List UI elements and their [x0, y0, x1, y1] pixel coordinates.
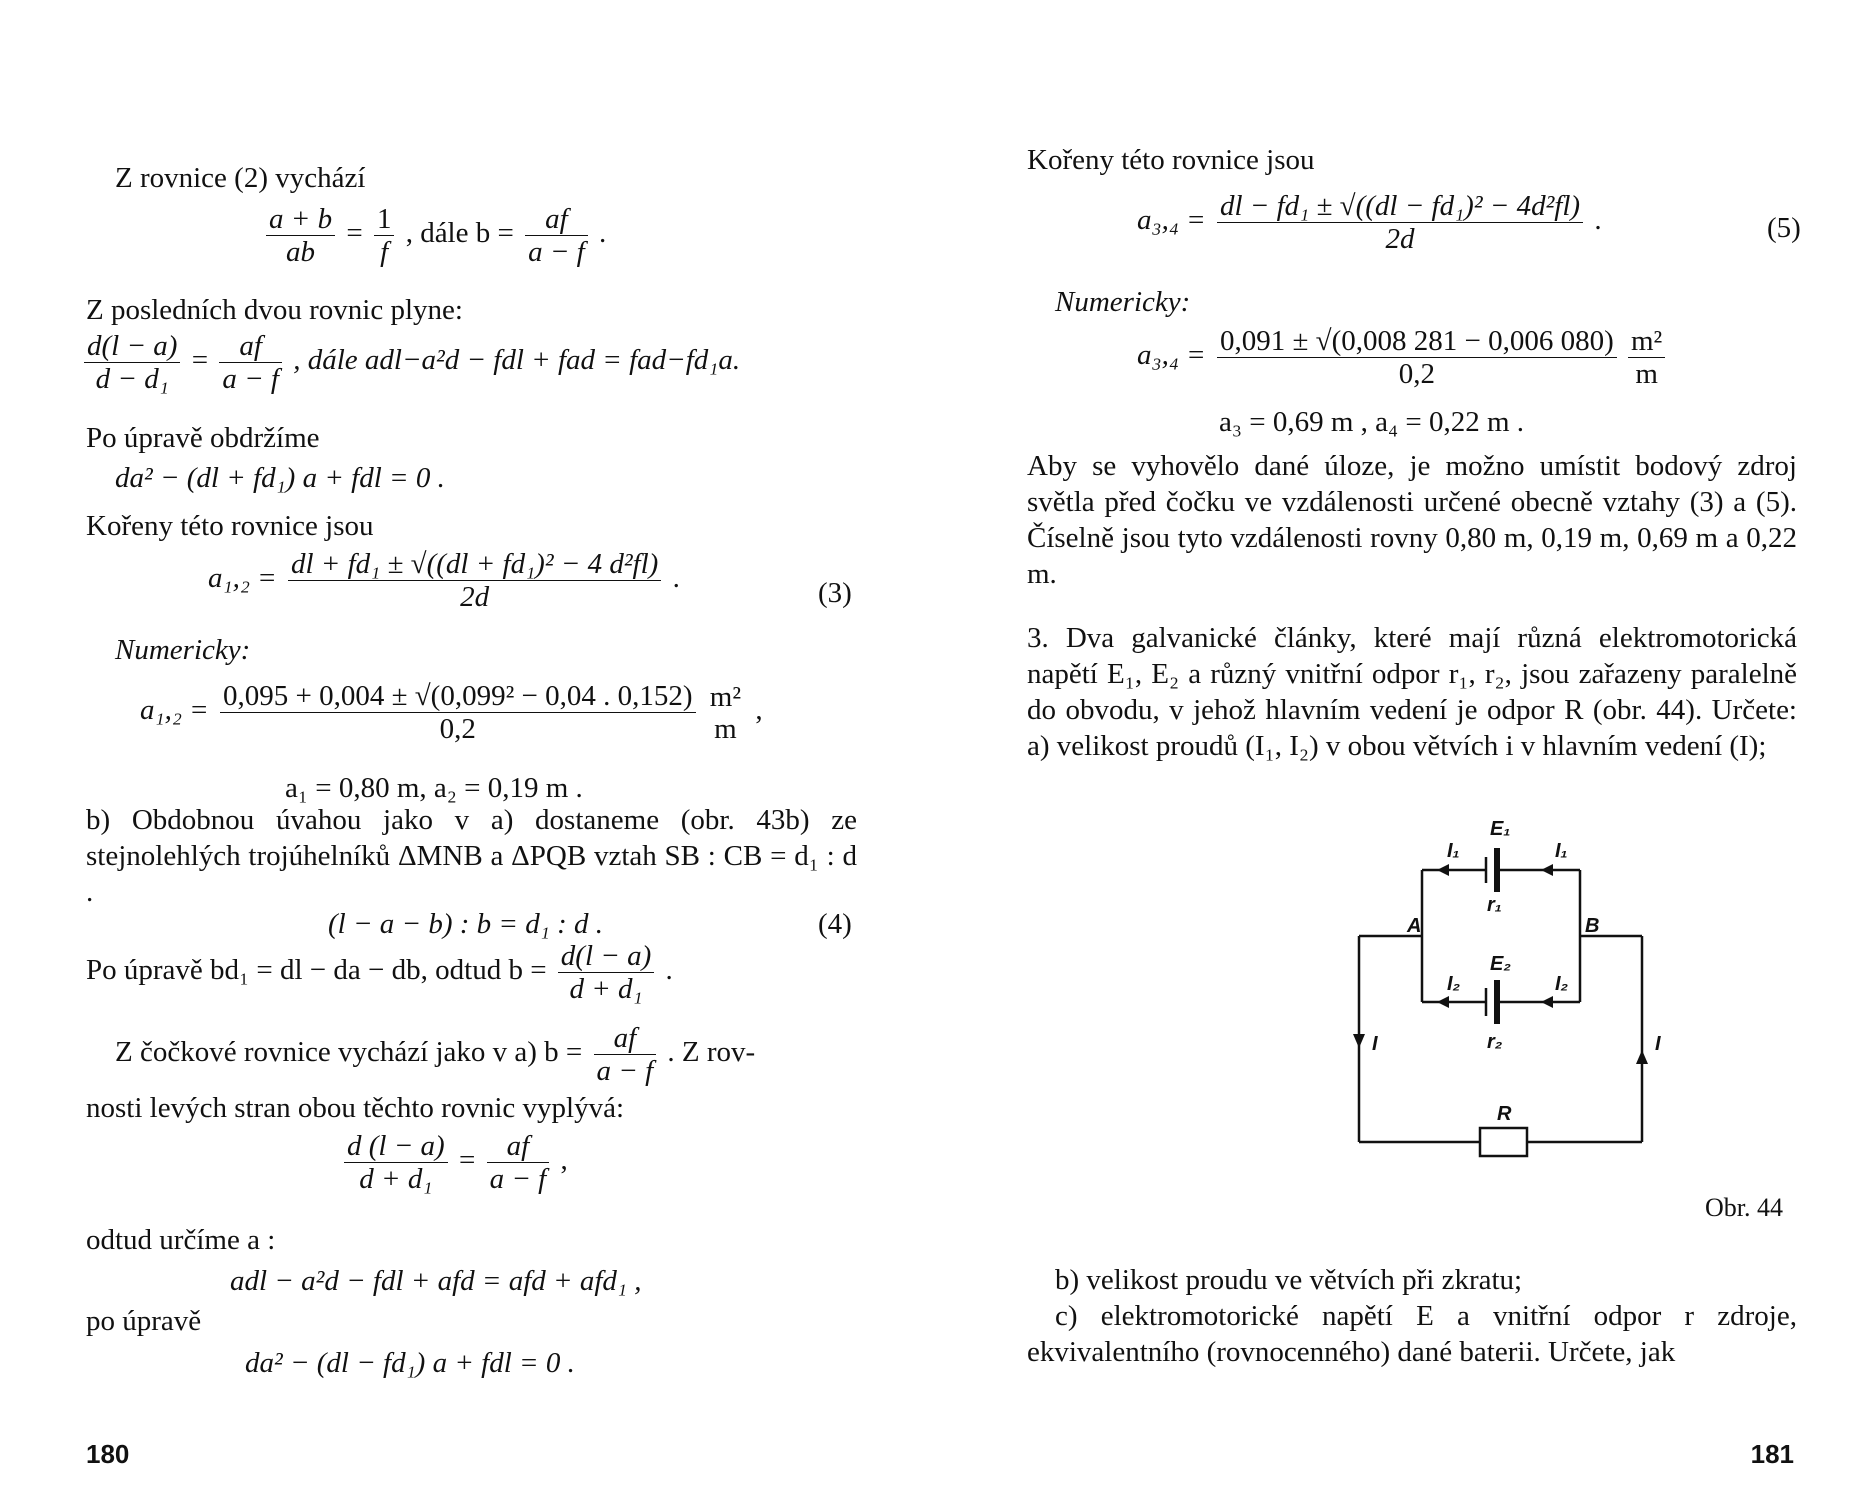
paragraph-b: b) Obdobnou úvahou jako v a) dostaneme (obr. 43b) ze stejnolehlých trojúhelníků ΔMNB a ΔPQB vztah SB : CB = d₁ : d . [86, 804, 857, 908]
figure-caption: Obr. 44 [1705, 1193, 1783, 1222]
equation-4: (l − a − b) : b = d₁ : d . [328, 908, 603, 940]
result: a₃ = 0,69 m , a₄ = 0,22 m . [1219, 406, 1525, 438]
page-number: 181 [1750, 1439, 1794, 1469]
text-line: po úpravě [86, 1305, 202, 1337]
paragraph: c) elektromotorické napětí E a vnitřní odpor r zdroje, ekvivalentního (rovnocenného) dané baterii. Určete, jak [1027, 1300, 1797, 1368]
equation-label: (3) [818, 577, 852, 609]
label-i-left: I [1372, 1033, 1378, 1055]
problem-3: 3. Dva galvanické články, které mají různá elektromotorická napětí E₁, E₂ a různý vnitřní odpor r₁, r₂, jsou zařazeny paralelně do obvodu, v jehož hlavním vedení je odpor R (obr. 44). Určete: a) velikost proudů (I₁, I₂) v obou větvích i v hlavním vedení (I); [1027, 622, 1797, 762]
equation-5: a₃,₄ = $\frac{\text{dl − fd₁ ± √((dl − fd₁)² − 4d²fl)}}{2d}$ . [1137, 190, 1602, 255]
battery-e1 [1486, 848, 1497, 892]
label-i1-right: I₁ [1555, 840, 1568, 862]
intro-text: Z rovnice (2) vychází [115, 162, 366, 194]
equation-numeric: a₁,₂ = $\frac{\text{0,095 + 0,004 ± √(0,099² − 0,04 . 0,152)}}{0,2}$ m² m , [140, 680, 763, 745]
text-line: odtud určíme a : [86, 1224, 276, 1256]
label-i2-right: I₂ [1555, 973, 1569, 995]
label-i-right: I [1655, 1033, 1661, 1055]
paragraph: b) velikost proudu ve větvích při zkratu; [1055, 1264, 1523, 1296]
equation-adl: adl − a²d − fdl + afd = afd + afd₁ , [230, 1265, 642, 1297]
equation-quadratic: da² − (dl + fd₁) a + fdl = 0 . [115, 462, 445, 494]
equation-3: a₁,₂ = $\frac{\text{dl + fd₁ ± √((dl + fd₁)² − 4 d²fl)}}{2d}$ . [208, 548, 680, 613]
intro-text: Z posledních dvou rovnic plyne: [86, 294, 463, 326]
label-i1-left: I₁ [1447, 840, 1460, 862]
label-r: R [1497, 1103, 1512, 1125]
right-page [937, 0, 1874, 1500]
equation-label: (4) [818, 908, 852, 940]
result: a₁ = 0,80 m, a₂ = 0,19 m . [285, 772, 583, 804]
label-e2: E₂ [1490, 953, 1511, 975]
intro-text: Po úpravě obdržíme [86, 422, 320, 454]
equation-final: da² − (dl − fd₁) a + fdl = 0 . [245, 1347, 575, 1379]
paragraph: Aby se vyhovělo dané úloze, je možno umístit bodový zdroj světla před čočku ve vzdálenosti určené obecně vztahy (3) a (5). Číselně jsou tyto vzdálenosti rovny 0,80 m, 0,19 m, 0,69 m a 0,22 m. [1027, 450, 1797, 590]
label-a: A [1407, 915, 1422, 937]
circuit-diagram [1337, 810, 1757, 1170]
label-r1: r₁ [1487, 894, 1502, 916]
equation-b: $\frac{a + b}{ab}$ = $\frac{1}{f}$ , dále b = $\frac{af}{a - f}$ . [262, 203, 606, 268]
numericky-label: Numericky: [115, 634, 251, 666]
equation-po-uprave: Po úpravě bd₁ = dl − da − db, odtud b = $\frac{d(l - a)}{\text{d + d₁}}$ . [86, 940, 673, 1005]
label-e1: E₁ [1490, 818, 1511, 840]
page-number: 180 [86, 1439, 130, 1469]
equation-cockova: Z čočkové rovnice vychází jako v a) b = $\frac{af}{a - f}$ . Z rov- [115, 1022, 756, 1087]
intro-text: Kořeny této rovnice jsou [86, 510, 374, 542]
battery-e2 [1486, 980, 1497, 1024]
label-i2-left: I₂ [1447, 973, 1461, 995]
equation-fraction-2: $\frac{d (l - a)}{\text{d + d₁}}$ = $\frac{af}{a - f}$ , [340, 1130, 568, 1195]
resistor-r [1480, 1128, 1527, 1156]
text-line: nosti levých stran obou těchto rovnic vyplývá: [86, 1092, 625, 1124]
label-b: B [1585, 915, 1600, 937]
intro-text: Kořeny této rovnice jsou [1027, 144, 1315, 176]
equation-d: $\frac{d(l - a)}{\text{d − d₁}}$ = $\frac{af}{a - f}$ , dále adl−a²d − fdl + fad = fad−fd₁a. [80, 330, 740, 395]
numericky-label: Numericky: [1055, 286, 1191, 318]
equation-numeric: a₃,₄ = $\frac{0,091 \pm √(0,008 281 - 0,006 080)}{0,2}$ $\frac{\text{m²}}{m}$ [1137, 325, 1669, 390]
label-r2: r₂ [1487, 1031, 1503, 1053]
equation-label: (5) [1767, 212, 1801, 244]
